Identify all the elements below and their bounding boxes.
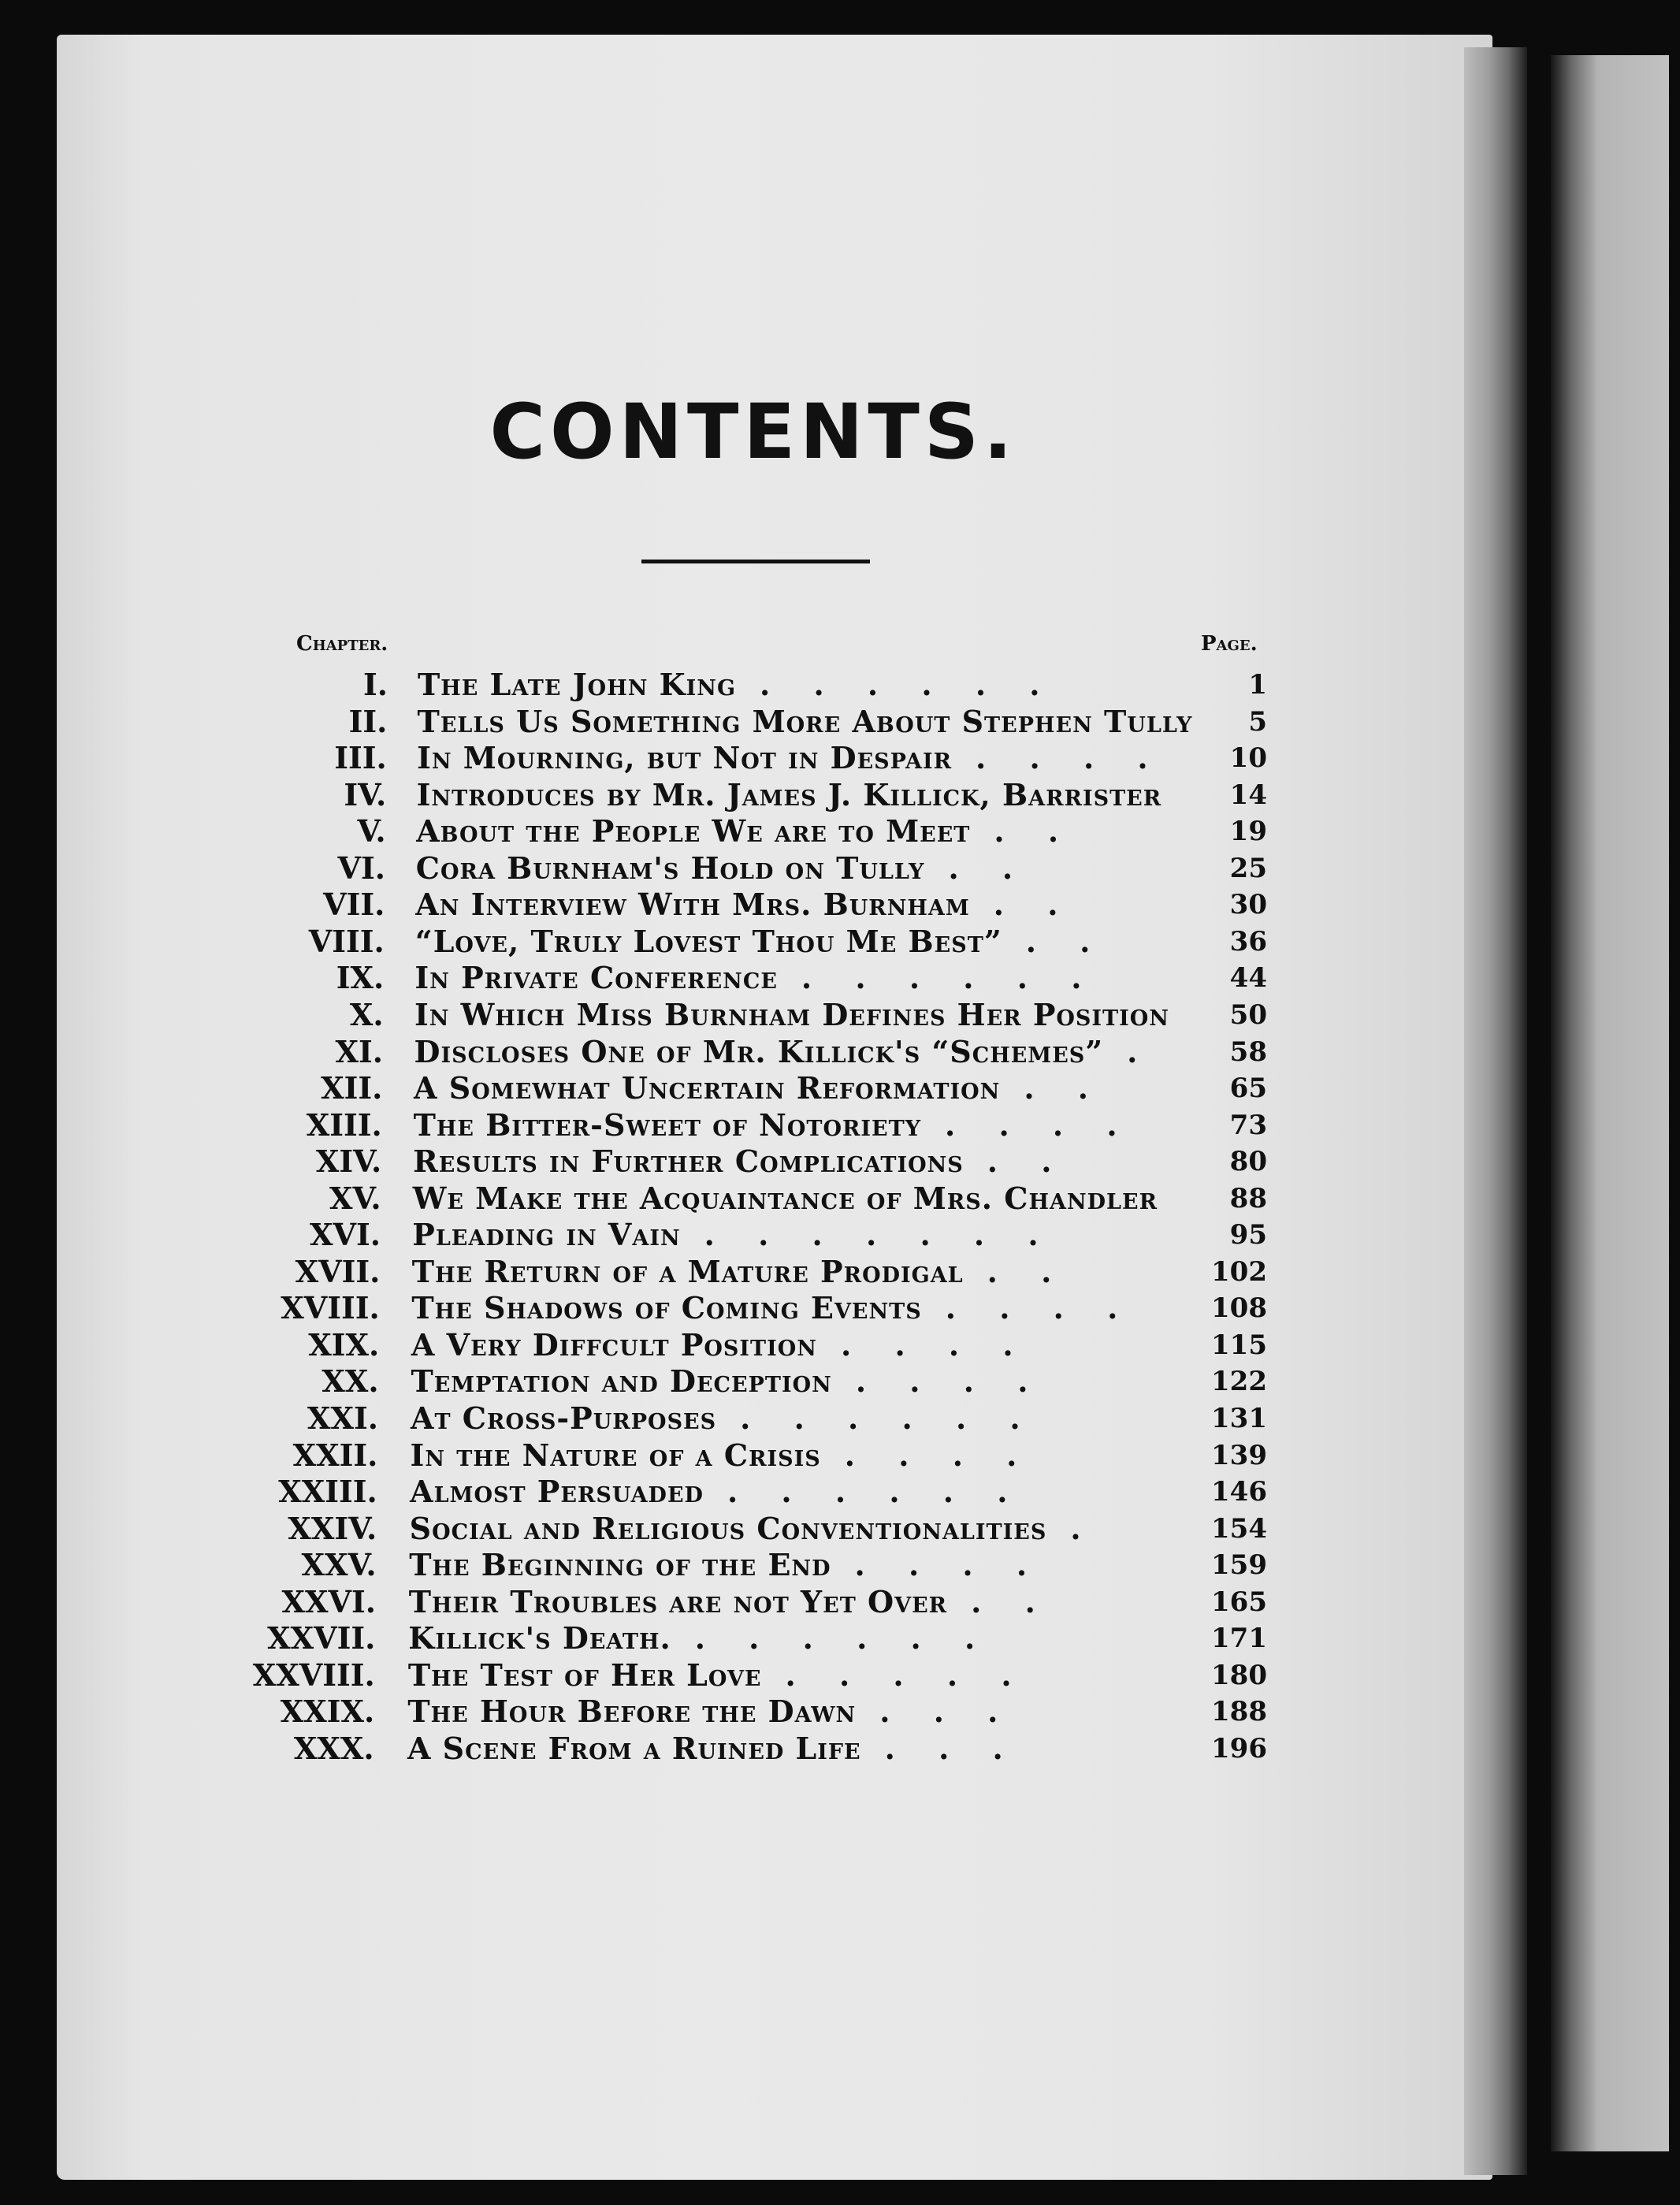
chapter-title: Discloses One of Mr. Killick's “Schemes”: [414, 1033, 1104, 1069]
chapter-number: XXI.: [307, 1400, 378, 1436]
chapter-number: VII.: [323, 887, 385, 923]
dot-leaders: . . . . . .: [760, 667, 1040, 702]
page-number: 80: [1229, 1146, 1267, 1178]
toc-entry: [0, 924, 1680, 960]
page-number: 19: [1229, 816, 1267, 848]
page-number: 1: [1248, 669, 1267, 701]
chapter-number: XII.: [321, 1070, 383, 1106]
toc-entry: [0, 667, 1680, 703]
dot-leaders: . .: [987, 1143, 1052, 1180]
toc-entry: [0, 1694, 1680, 1730]
page-number: 5: [1248, 705, 1267, 738]
chapter-number: XXX.: [293, 1730, 374, 1766]
chapter-number: XXVIII.: [252, 1657, 375, 1693]
toc-entry: [0, 1107, 1680, 1143]
page-number: 95: [1229, 1219, 1267, 1251]
page-number: 188: [1211, 1696, 1267, 1728]
dot-leaders: . . . .: [945, 1290, 1118, 1326]
chapter-title: The Beginning of the End: [409, 1547, 831, 1583]
dot-leaders: . .: [948, 850, 1013, 886]
dot-leaders: . . . . . .: [740, 1400, 1020, 1436]
chapter-number: I.: [362, 667, 388, 702]
chapter-number: X.: [349, 996, 384, 1032]
chapter-title: In Mourning, but Not in Despair: [417, 740, 953, 776]
chapter-title: Almost Persuaded: [410, 1474, 704, 1510]
chapter-title: Cora Burnham's Hold on Tully: [415, 850, 925, 886]
chapter-number: XXVI.: [281, 1583, 376, 1619]
toc-entry: [0, 1070, 1680, 1106]
chapter-number: XVIII.: [281, 1290, 380, 1326]
dot-leaders: . . . .: [945, 1106, 1117, 1143]
page-number: 73: [1229, 1109, 1267, 1141]
page-title: CONTENTS.: [489, 388, 1017, 476]
toc-entry: [0, 1290, 1680, 1326]
chapter-number: VI.: [337, 850, 385, 886]
chapter-number: XXII.: [292, 1437, 378, 1473]
chapter-number: XIV.: [315, 1143, 382, 1180]
chapter-number: VIII.: [308, 923, 385, 959]
chapter-title: Results in Further Complications: [413, 1143, 964, 1180]
page-number: 44: [1229, 962, 1267, 995]
toc-entry: [0, 1511, 1680, 1547]
toc-entry: [0, 1474, 1680, 1510]
dot-leaders: . .: [1024, 1070, 1089, 1106]
chapter-title: Social and Religious Conventionalities: [409, 1510, 1047, 1546]
toc-entry: [0, 1143, 1680, 1180]
page-number: 108: [1211, 1292, 1267, 1325]
page-number: 58: [1229, 1036, 1267, 1068]
page-number: 139: [1211, 1439, 1267, 1471]
chapter-number: V.: [357, 813, 386, 850]
chapter-title: About the People We are to Meet: [416, 813, 971, 850]
page-number: 10: [1229, 742, 1267, 775]
page-number: 154: [1211, 1512, 1267, 1545]
toc-entry: [0, 1363, 1680, 1400]
toc-entry: [0, 1254, 1680, 1290]
chapter-number: XXIX.: [280, 1694, 375, 1730]
dot-leaders: . . .: [884, 1730, 1003, 1766]
toc-entry: [0, 1584, 1680, 1620]
chapter-number: XX.: [322, 1363, 379, 1400]
chapter-number: XXV.: [301, 1547, 377, 1583]
page-number: 131: [1211, 1403, 1267, 1434]
toc-entry: [0, 1400, 1680, 1437]
dot-leaders: . . . .: [844, 1437, 1017, 1473]
chapter-title: We Make the Acquaintance of Mrs. Chandler: [412, 1180, 1158, 1216]
toc-entry: [0, 1181, 1680, 1217]
chapter-number: XI.: [335, 1033, 383, 1069]
toc-entry: [0, 1547, 1680, 1583]
chapter-column-header: Chapter.: [296, 632, 388, 656]
chapter-number: IV.: [344, 776, 387, 812]
chapter-title: An Interview With Mrs. Burnham: [415, 887, 970, 923]
chapter-title: The Test of Her Love: [407, 1657, 762, 1693]
dot-leaders: . .: [994, 813, 1059, 850]
dot-leaders: . . . .: [855, 1363, 1028, 1400]
dot-leaders: . . . . . .: [801, 960, 1082, 996]
toc-entry: [0, 704, 1680, 740]
chapter-title: In Private Conference: [414, 960, 778, 996]
chapter-number: XVII.: [295, 1253, 381, 1289]
page-number: 122: [1211, 1366, 1267, 1398]
chapter-title: Their Troubles are not Yet Over: [408, 1583, 948, 1619]
chapter-title: Introduces by Mr. James J. Killick, Barrister: [416, 776, 1162, 812]
toc-entry: [0, 1657, 1680, 1694]
chapter-number: XXIV.: [288, 1510, 377, 1546]
dot-leaders: . .: [1025, 923, 1091, 959]
toc-entry: [0, 1437, 1680, 1474]
page-number: 159: [1211, 1549, 1267, 1582]
page-number: 196: [1211, 1732, 1267, 1764]
page-number: 14: [1229, 779, 1267, 811]
toc-entry: [0, 1327, 1680, 1363]
dot-leaders: . .: [987, 1253, 1052, 1289]
dot-leaders: . . . .: [976, 740, 1148, 776]
dot-leaders: . . .: [879, 1694, 998, 1730]
page-number: 115: [1211, 1329, 1267, 1361]
page-number: 146: [1211, 1476, 1267, 1508]
chapter-number: IX.: [336, 960, 385, 996]
chapter-title: Tells Us Something More About Stephen Tully: [417, 703, 1193, 739]
page-column-header: Page.: [1201, 632, 1258, 656]
chapter-title: “Love, Truly Lovest Thou Me Best”: [414, 923, 1002, 959]
chapter-title: The Hour Before the Dawn: [407, 1694, 857, 1730]
page-number: 102: [1211, 1255, 1267, 1288]
toc-entry: [0, 1217, 1680, 1253]
dot-leaders: . . . .: [840, 1326, 1013, 1363]
page-number: 50: [1229, 998, 1267, 1031]
chapter-title: Temptation and Deception: [411, 1363, 832, 1400]
page-number: 88: [1229, 1182, 1267, 1214]
chapter-title: The Return of a Mature Prodigal: [411, 1253, 964, 1289]
chapter-title: A Scene From a Ruined Life: [407, 1730, 861, 1766]
toc-entry: [0, 1034, 1680, 1070]
toc-entry: [0, 740, 1680, 776]
dot-leaders: . . . . . .: [727, 1474, 1008, 1510]
chapter-number: XIX.: [308, 1326, 380, 1363]
toc-entry: [0, 1620, 1680, 1657]
chapter-number: XXVII.: [267, 1620, 376, 1657]
chapter-title: A Very Diffcult Position: [411, 1326, 817, 1363]
chapter-title: In Which Miss Burnham Defines Her Position: [414, 996, 1169, 1032]
dot-leaders: . .: [971, 1583, 1035, 1619]
toc-entry: [0, 960, 1680, 996]
chapter-title: At Cross-Purposes: [411, 1400, 717, 1436]
toc-entry: [0, 850, 1680, 887]
chapter-number: XXIII.: [278, 1474, 377, 1510]
chapter-title: Killick's Death.: [408, 1620, 671, 1657]
toc-entry: [0, 813, 1680, 850]
toc-entry: [0, 1731, 1680, 1767]
dot-leaders: .: [1070, 1510, 1081, 1546]
chapter-title: The Shadows of Coming Events: [411, 1290, 922, 1326]
toc-entry: [0, 997, 1680, 1033]
toc-entry: [0, 887, 1680, 923]
title-rule: [641, 560, 870, 563]
page-number: 171: [1211, 1623, 1267, 1655]
chapter-title: The Late John King: [418, 667, 737, 702]
dot-leaders: .: [1127, 1033, 1138, 1069]
chapter-number: XIII.: [306, 1106, 382, 1143]
chapter-number: II.: [348, 703, 388, 739]
chapter-title: The Bitter-Sweet of Notoriety: [413, 1106, 921, 1143]
toc-entry: [0, 777, 1680, 813]
chapter-title: A Somewhat Uncertain Reformation: [414, 1070, 1001, 1106]
chapter-title: Pleading in Vain: [412, 1217, 681, 1253]
dot-leaders: . . . .: [854, 1547, 1028, 1583]
chapter-number: XV.: [329, 1180, 381, 1216]
dot-leaders: . . . . . . .: [704, 1217, 1039, 1253]
dot-leaders: . . . . . .: [694, 1620, 976, 1657]
page-number: 165: [1211, 1586, 1267, 1618]
page-number: 36: [1229, 925, 1267, 957]
page-number: 30: [1229, 889, 1267, 921]
dot-leaders: . .: [993, 887, 1058, 923]
chapter-number: III.: [334, 740, 387, 776]
page-number: 180: [1211, 1659, 1267, 1691]
chapter-title: In the Nature of a Crisis: [410, 1437, 821, 1473]
page-number: 25: [1229, 852, 1267, 884]
page-number: 65: [1229, 1073, 1267, 1105]
chapter-number: XVI.: [310, 1217, 381, 1253]
dot-leaders: . . . . .: [785, 1657, 1012, 1693]
